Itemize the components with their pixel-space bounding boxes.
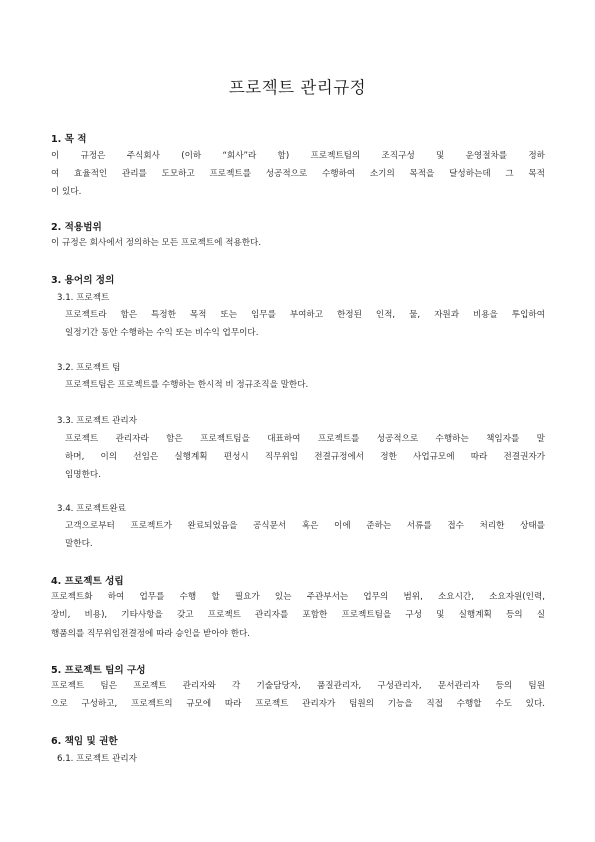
paragraph-line: 하며, 이의 선임은 실행계획 편성시 직무위임 전결규정에서 정한 사업규모에 따라 전결권자가 — [65, 452, 545, 462]
section-heading-definitions: 3. 용어의 정의 — [51, 275, 115, 286]
paragraph-line: 장비, 비용), 기타사항을 갖고 프로젝트 관리자를 포함한 프로젝트팀을 구성 및 실행계획 등의 실 — [51, 610, 545, 620]
paragraph-line: 행품의를 직무위임전결정에 따라 승인을 받아야 한다. — [51, 629, 251, 639]
subsection-label: 3.1. 프로젝트 — [57, 293, 110, 303]
paragraph-line: 임명한다. — [65, 470, 101, 480]
subsection-label: 3.4. 프로젝트완료 — [57, 504, 126, 514]
paragraph-line: 으로 구성하고, 프로젝트의 규모에 따라 프로젝트 관리자가 팀원의 기능을 직접 수행할 수도 있다. — [51, 699, 545, 709]
section-heading-scope: 2. 적용범위 — [51, 222, 102, 233]
section-heading-establishment: 4. 프로젝트 성립 — [51, 576, 124, 587]
subsection-label: 3.2. 프로젝트 팀 — [57, 363, 121, 373]
paragraph-line: 이 규정은 회사에서 정의하는 모든 프로젝트에 적용한다. — [51, 238, 262, 248]
paragraph-line: 이 있다. — [51, 187, 82, 197]
paragraph-line: 일정기간 동안 수행하는 수익 또는 비수익 업무이다. — [65, 328, 259, 338]
document-title: 프로젝트 관리규정 — [228, 78, 367, 97]
section-heading-purpose: 1. 목 적 — [51, 134, 87, 145]
paragraph-line: 프로젝트 관리자라 함은 프로젝트팀을 대표하여 프로젝트를 성공적으로 수행하는 책임자를 말 — [65, 434, 545, 444]
paragraph-line: 여 효율적인 관리를 도모하고 프로젝트를 성공적으로 수행하여 소기의 목적을 달성하는데 그 목적 — [51, 169, 545, 179]
paragraph-line: 프로젝트팀은 프로젝트를 수행하는 한시적 비 정규조직을 말한다. — [65, 380, 309, 390]
paragraph-line: 프로젝트화 하여 업무를 수행 할 필요가 있는 주관부서는 업무의 범위, 소요시간, 소요자원(인력, — [51, 592, 545, 602]
paragraph-line: 말한다. — [65, 539, 93, 549]
paragraph-line: 프로젝트 팀은 프로젝트 관리자와 각 기술담당자, 품질관리자, 구성관리자, 문서관리자 등의 팀원 — [51, 681, 545, 691]
paragraph-line: 프로젝트라 함은 특정한 목적 또는 임무를 부여하고 한정된 인적, 물, 자원과 비용을 투입하여 — [65, 310, 545, 320]
section-heading-team-composition: 5. 프로젝트 팀의 구성 — [51, 665, 146, 676]
section-heading-responsibility: 6. 책임 및 권한 — [51, 736, 118, 747]
paragraph-line: 고객으로부터 프로젝트가 완료되었음을 공식문서 혹은 이에 준하는 서류를 접수 처리한 상태를 — [65, 521, 545, 531]
subsection-label: 3.3. 프로젝트 관리자 — [57, 416, 137, 426]
paragraph-line: 이 규정은 주식회사 (이하 “회사”라 함) 프로젝트팀의 조직구성 및 운영절차를 정하 — [51, 151, 545, 161]
subsection-label: 6.1. 프로젝트 관리자 — [57, 754, 137, 764]
